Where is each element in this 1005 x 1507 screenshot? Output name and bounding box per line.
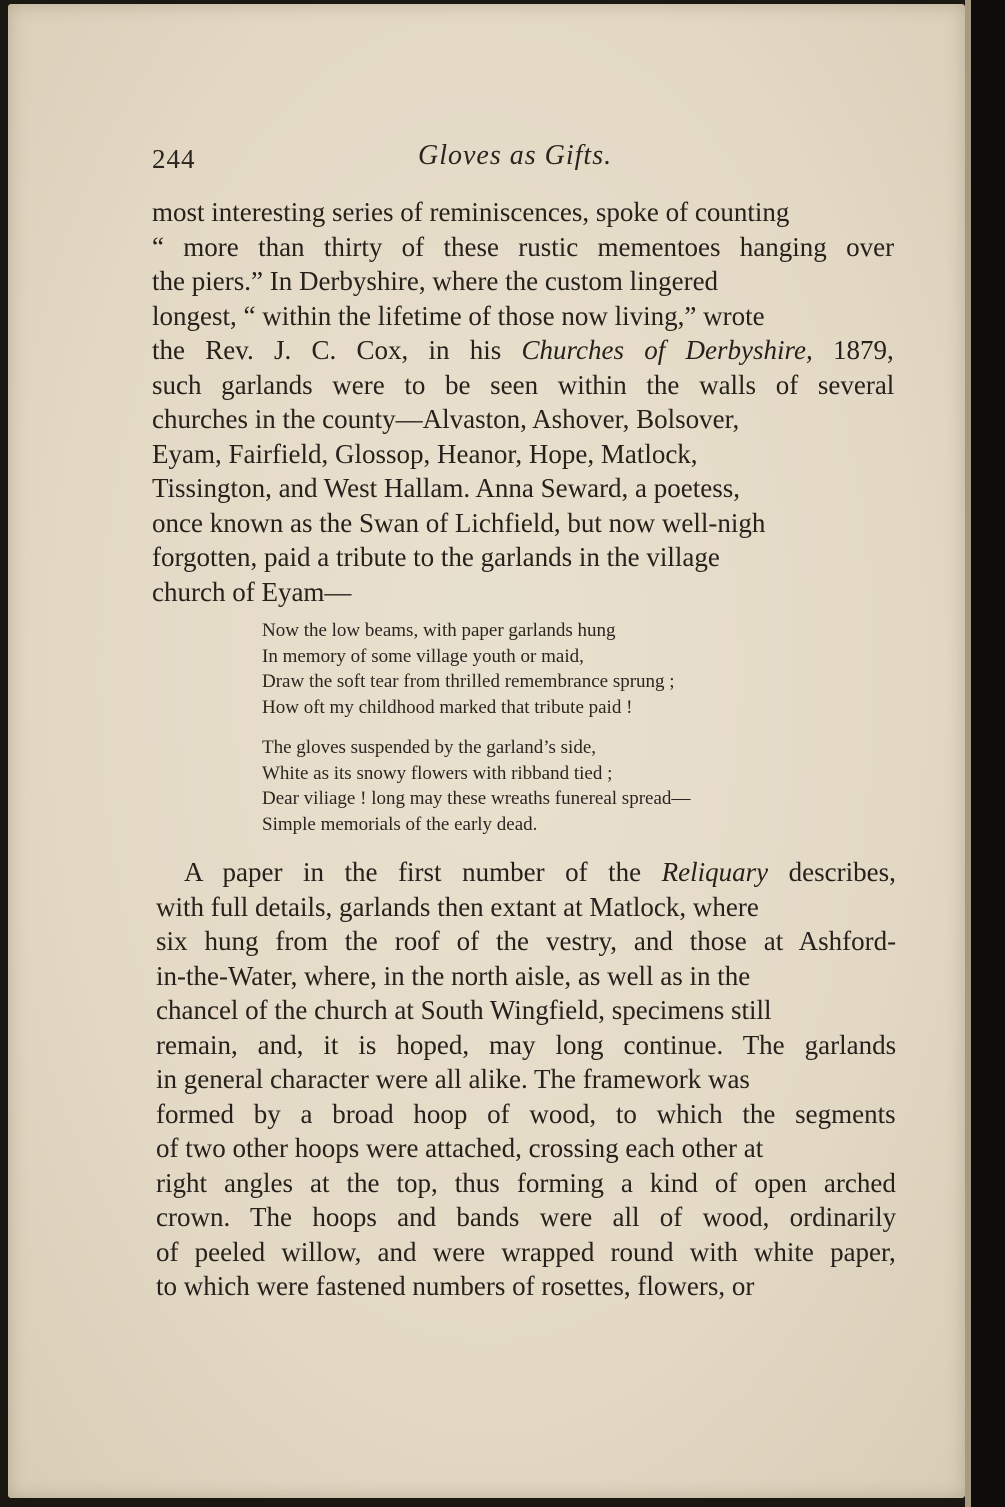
text-line: forgotten, paid a tribute to the garlands in the village xyxy=(152,542,720,572)
text-span: the Rev. J. C. Cox, in his xyxy=(152,335,522,365)
text-span: A paper in the first number of the xyxy=(184,857,662,887)
poem-stanza-1 xyxy=(262,618,675,720)
paragraph-1 xyxy=(152,195,894,609)
text-line: crown. The hoops and bands were all of wood, ordinarily xyxy=(156,1202,897,1232)
text-line: such garlands were to be seen within the walls of several xyxy=(152,369,895,400)
text-line xyxy=(156,855,896,890)
book-title: Churches of Derbyshire, xyxy=(521,335,813,365)
poem-line: Simple memorials of the early dead. xyxy=(262,813,538,835)
running-title: Gloves as Gifts. xyxy=(418,140,613,171)
text-line: with full details, garlands then extant at Matlock, where xyxy=(156,891,759,922)
text-line: of peeled willow, and were wrapped round with white paper, xyxy=(156,1236,896,1267)
text-line: in general character were all alike. The framework was xyxy=(156,1064,750,1094)
text-line xyxy=(152,333,894,368)
page-header xyxy=(152,140,892,180)
text-span: describes, xyxy=(768,857,896,887)
poem-line: Now the low beams, with paper garlands hung xyxy=(262,620,616,641)
text-line: right angles at the top, thus forming a kind of open arched xyxy=(156,1167,896,1198)
text-line: of two other hoops were attached, crossing each other at xyxy=(156,1133,764,1163)
poem-line: Draw the soft tear from thrilled remembrance sprung ; xyxy=(262,671,675,692)
poem-line: White as its snowy flowers with ribband tied ; xyxy=(262,762,613,784)
page-number: 244 xyxy=(152,144,196,174)
text-line: churches in the county—Alvaston, Ashover, Bolsover, xyxy=(152,404,740,434)
poem-line: In memory of some village youth or maid, xyxy=(262,645,584,667)
text-line: in-the-Water, where, in the north aisle, as well as in the xyxy=(156,960,751,991)
paragraph-2 xyxy=(156,855,896,1304)
text-line: once known as the Swan of Lichfield, but now well-nigh xyxy=(152,507,766,538)
text-line: remain, and, it is hoped, may long continue. The garlands xyxy=(156,1029,897,1060)
text-line: church of Eyam— xyxy=(152,576,352,607)
text-line: Eyam, Fairfield, Glossop, Heanor, Hope, Matlock, xyxy=(152,438,698,469)
text-line: Tissington, and West Hallam. Anna Seward, a poetess, xyxy=(152,473,741,503)
poem-stanza-2 xyxy=(262,735,690,837)
poem-line: The gloves suspended by the garland’s side, xyxy=(262,737,597,758)
text-line: formed by a broad hoop of wood, to which the segments xyxy=(156,1098,896,1129)
poem-line: Dear viliage ! long may these wreaths funereal spread— xyxy=(262,788,691,809)
text-line: most interesting series of reminiscences, spoke of counting xyxy=(152,197,790,227)
book-binding-edge xyxy=(971,0,1005,1507)
text-line: to which were fastened numbers of rosettes, flowers, or xyxy=(156,1271,755,1301)
text-line: longest, “ within the lifetime of those now living,” wrote xyxy=(152,300,765,331)
poem-line: How oft my childhood marked that tribute paid ! xyxy=(262,696,633,718)
text-line: six hung from the roof of the vestry, and those at Ashford- xyxy=(156,926,897,956)
text-line: the piers.” In Derbyshire, where the custom lingered xyxy=(152,266,719,296)
text-line: “ more than thirty of these rustic mementoes hanging over xyxy=(152,231,895,262)
journal-title: Reliquary xyxy=(661,857,769,887)
book-year: 1879, xyxy=(812,335,894,365)
text-line: chancel of the church at South Wingfield, specimens still xyxy=(156,995,772,1025)
